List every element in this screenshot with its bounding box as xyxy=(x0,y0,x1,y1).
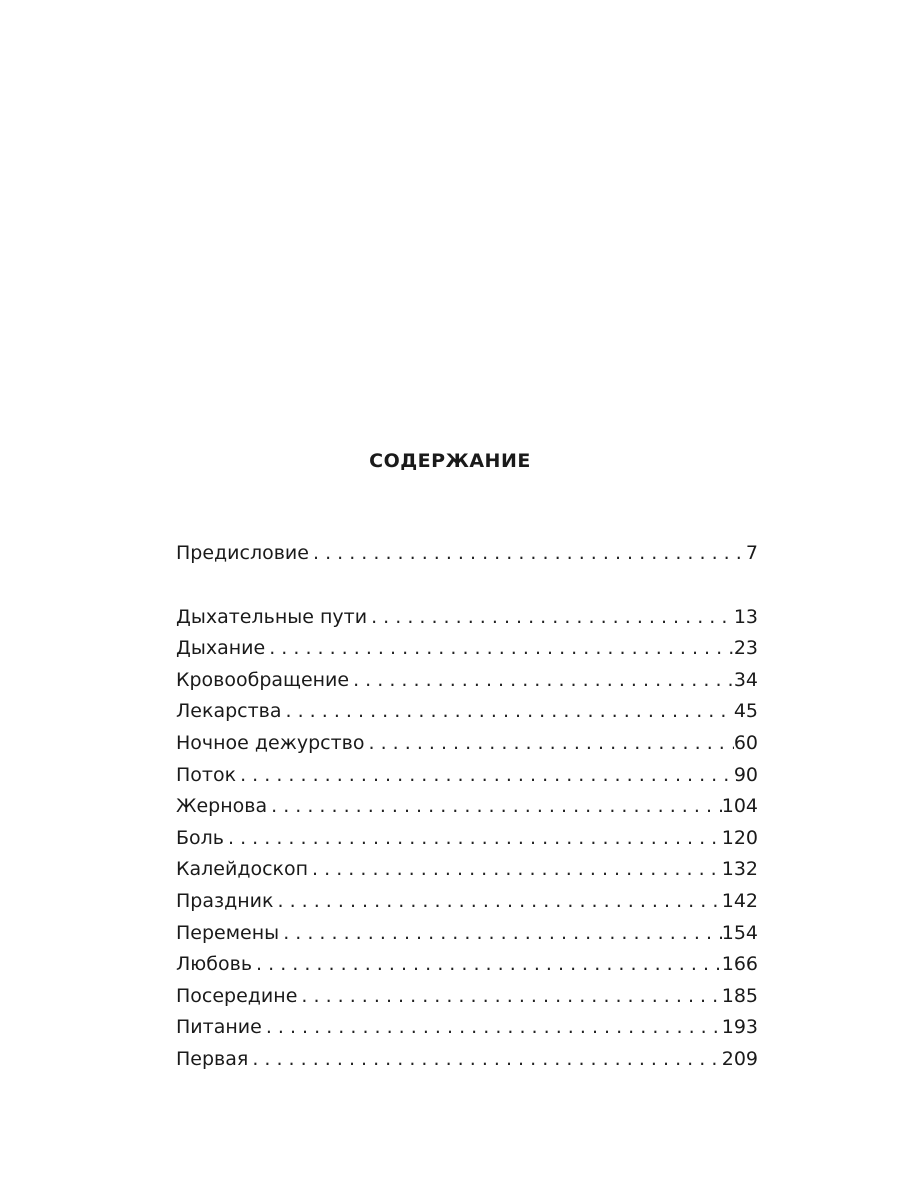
toc-entry-title: Ночное дежурство xyxy=(176,731,365,754)
toc-entry-title: Кровообращение xyxy=(176,668,350,691)
toc-entry-page: 90 xyxy=(733,763,758,786)
toc-entry-page: 34 xyxy=(733,668,758,691)
toc-entry-title: Предисловие xyxy=(176,542,309,564)
toc-entry-title: Перемены xyxy=(176,921,280,944)
toc-entry xyxy=(176,633,758,665)
dot-leader xyxy=(265,633,734,665)
toc-entry-title: Боль xyxy=(176,826,225,849)
dot-leader xyxy=(309,538,746,570)
toc-entry xyxy=(176,1044,758,1076)
toc-entry-page: 142 xyxy=(721,889,758,912)
dot-leader xyxy=(262,1012,722,1044)
toc-entry-title: Праздник xyxy=(176,889,274,912)
toc-entry xyxy=(176,1012,758,1044)
toc-entry-title: Дыхательные пути xyxy=(176,605,368,628)
toc-entry-title: Поток xyxy=(176,763,237,786)
toc-entry xyxy=(176,918,758,950)
dot-leader xyxy=(279,918,722,950)
toc-entry-title: Любовь xyxy=(176,953,253,976)
toc-entry xyxy=(176,823,758,855)
toc-entry-page: 104 xyxy=(721,795,758,818)
toc-entry-page: 60 xyxy=(733,731,758,754)
toc-entry-title: Калейдоскоп xyxy=(176,858,309,881)
dot-leader xyxy=(248,1044,721,1076)
dot-leader xyxy=(236,760,734,792)
dot-leader xyxy=(282,696,734,728)
toc-entry xyxy=(176,728,758,760)
toc-entry-page: 7 xyxy=(745,542,758,564)
toc-entry xyxy=(176,665,758,697)
toc-entry xyxy=(176,696,758,728)
toc-entry xyxy=(176,538,758,570)
toc-entry xyxy=(176,602,758,634)
dot-leader xyxy=(349,665,734,697)
toc-entry xyxy=(176,981,758,1013)
table-of-contents xyxy=(176,538,758,1076)
toc-entry-title: Питание xyxy=(176,1016,262,1039)
toc-entry-title: Дыхание xyxy=(176,637,266,660)
toc-entry xyxy=(176,791,758,823)
toc-entry-title: Посередине xyxy=(176,984,298,1007)
toc-entry-page: 154 xyxy=(721,921,758,944)
toc-entry-page: 185 xyxy=(721,984,758,1007)
dot-leader xyxy=(273,886,721,918)
toc-entry xyxy=(176,886,758,918)
dot-leader xyxy=(224,823,722,855)
toc-entry-page: 209 xyxy=(721,1047,758,1070)
toc-entry-page: 45 xyxy=(733,700,758,723)
dot-leader xyxy=(367,602,734,634)
toc-entry-title: Жернова xyxy=(176,795,268,818)
toc-entry-page: 166 xyxy=(721,953,758,976)
toc-entry-title: Первая xyxy=(176,1047,249,1070)
toc-entry-page: 23 xyxy=(733,637,758,660)
toc-entry-page: 132 xyxy=(721,858,758,881)
dot-leader xyxy=(365,728,734,760)
toc-entry-page: 120 xyxy=(721,826,758,849)
toc-entry xyxy=(176,854,758,886)
dot-leader xyxy=(297,981,721,1013)
toc-entry xyxy=(176,949,758,981)
dot-leader xyxy=(252,949,722,981)
toc-heading: СОДЕРЖАНИЕ xyxy=(369,450,531,472)
dot-leader xyxy=(267,791,722,823)
toc-entry xyxy=(176,760,758,792)
toc-entry-page: 193 xyxy=(721,1016,758,1039)
toc-entry-page: 13 xyxy=(733,605,758,628)
dot-leader xyxy=(308,854,722,886)
toc-entry-title: Лекарства xyxy=(176,700,282,723)
